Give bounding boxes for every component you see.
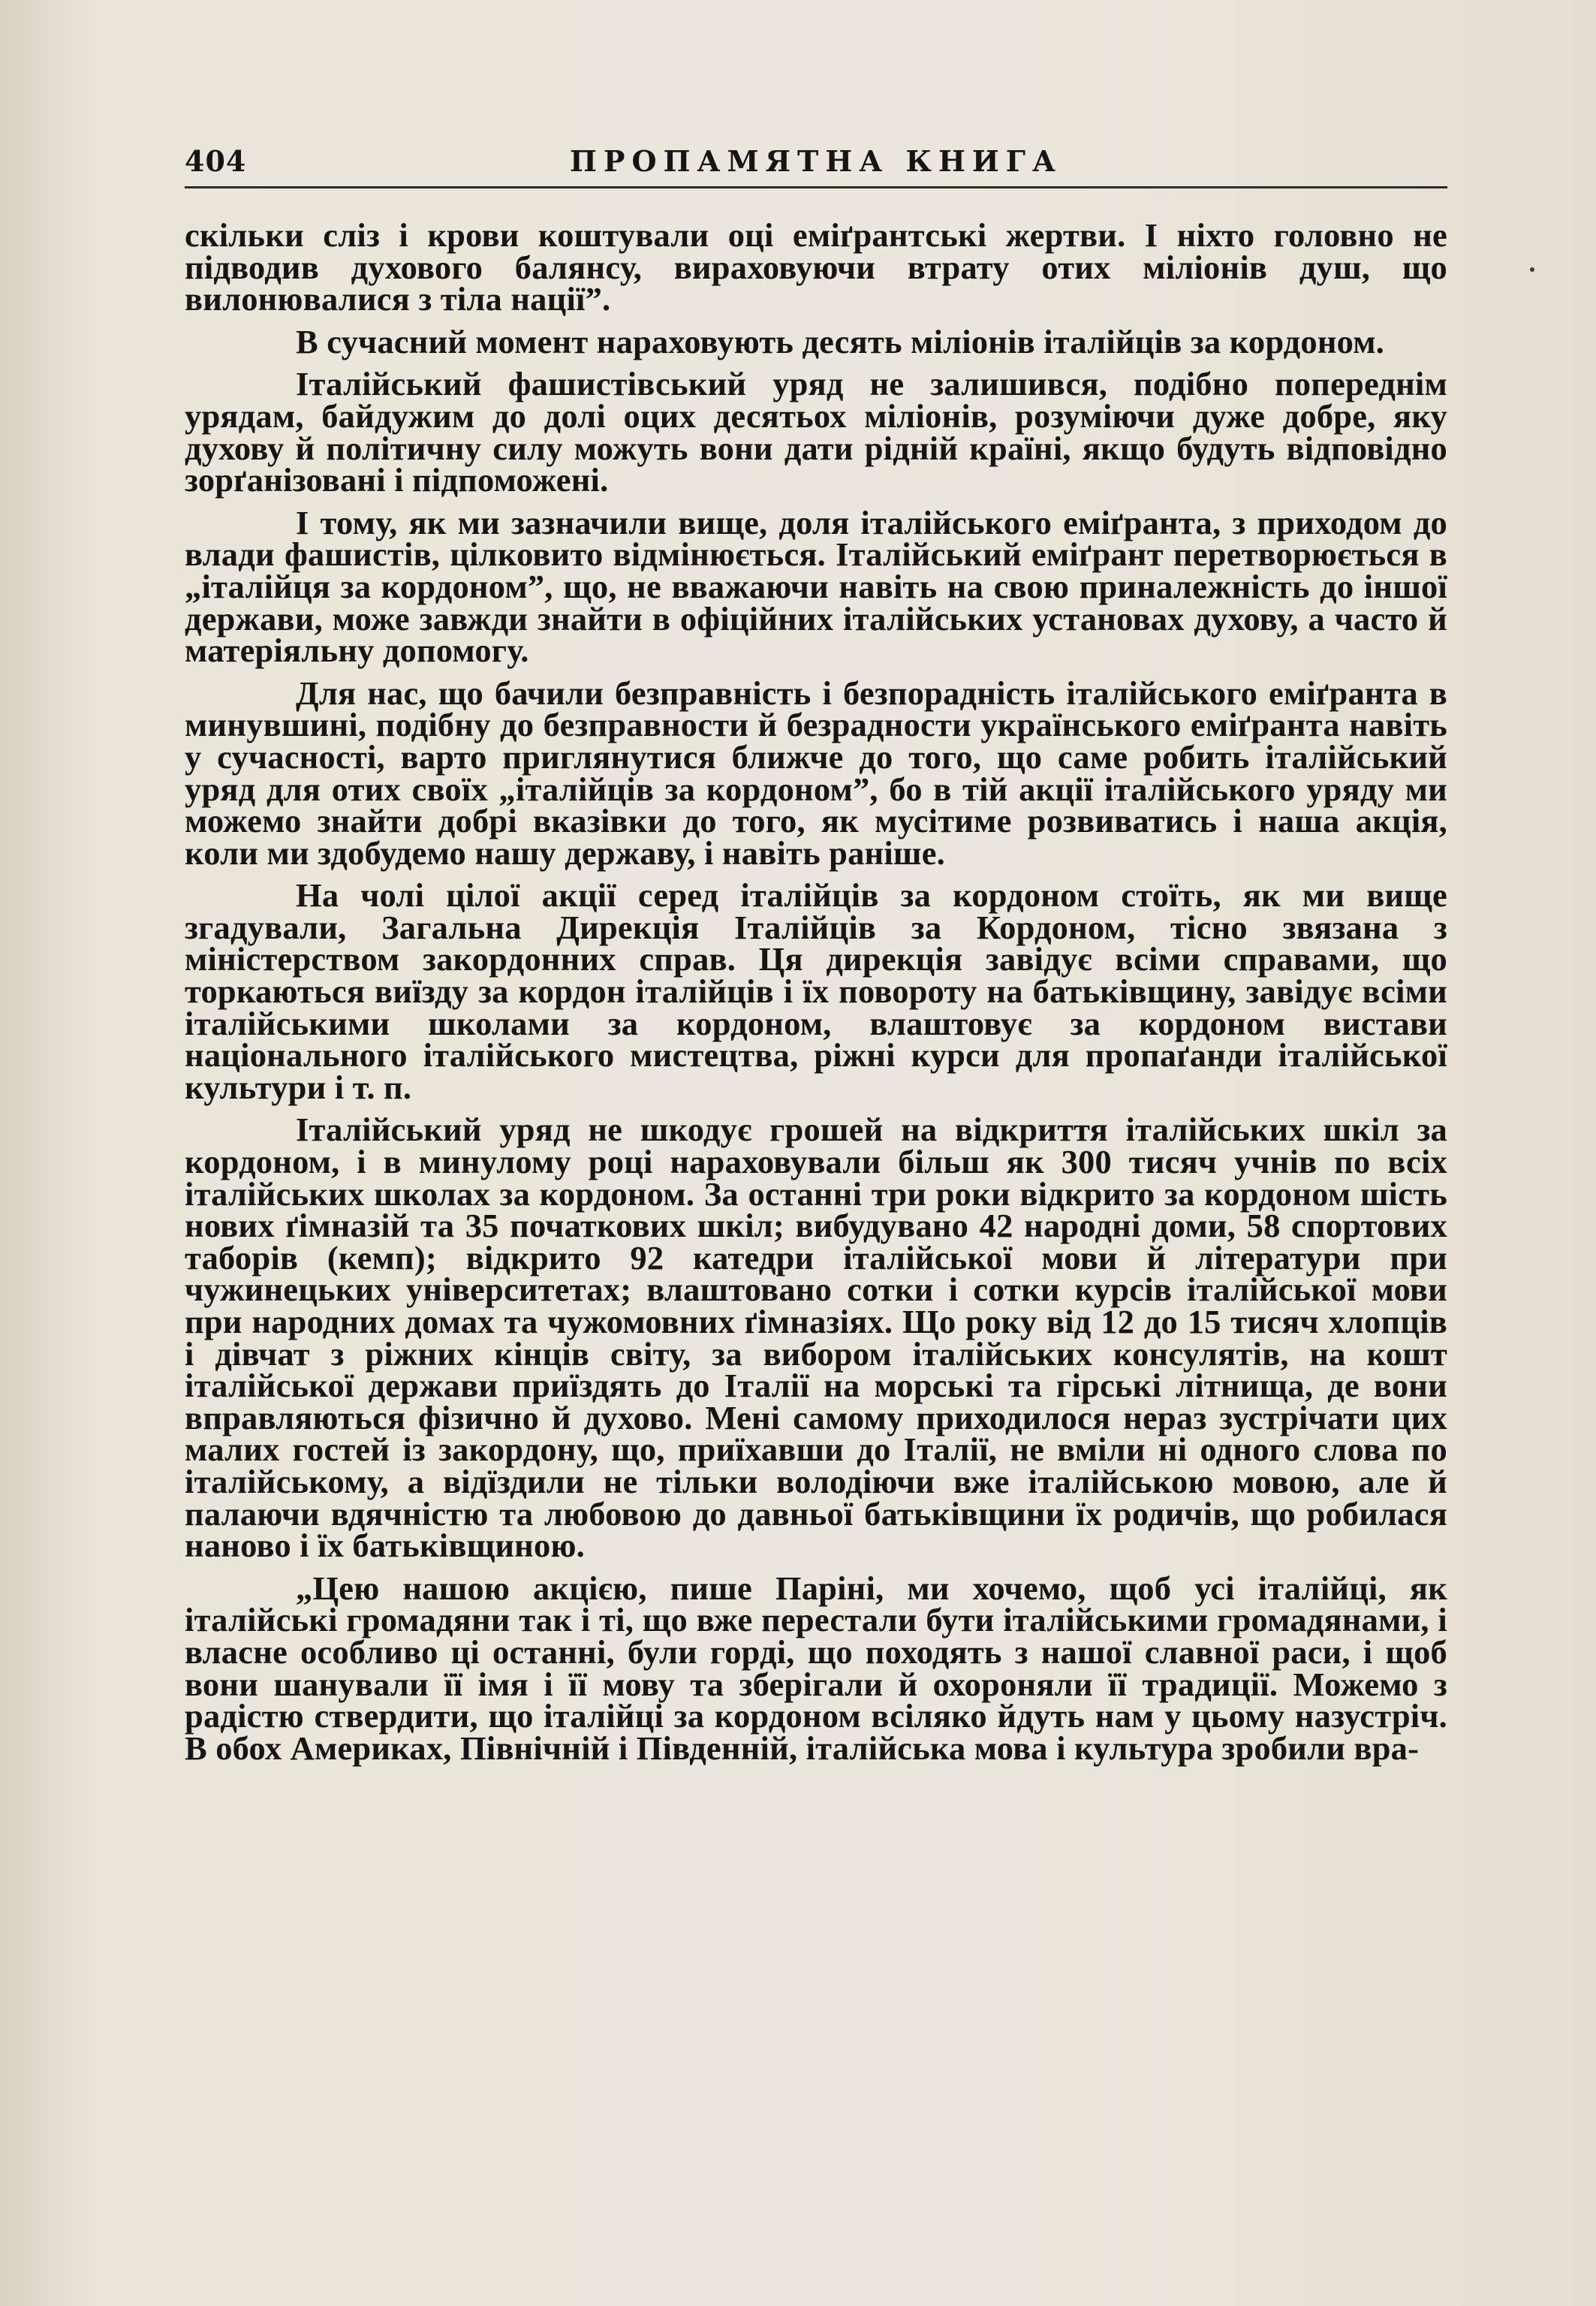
paragraph-7: Італійський уряд не шкодує грошей на відкриття італійських шкіл за кордоном, і в минулому році нараховували більш як 300 тисяч учнів по всіх італійських школах за кордоном. За останні три роки відкрито за кордоном шість нових ґімназій та 35 початкових шкіл; вибудувано 42 народні доми, 58 спортових таборів (кемп); відкрито 92 катедри італійської мови й літератури при чужинецьких університетах; влаштовано сотки і сотки курсів італійської мови при народних домах та чужомовних ґімназіях. Що року від 12 до 15 тисяч хлопців і дівчат з ріжних кінців світу, за вибором італійських консулятів, на кошт італійської держави приїздять до Італії на морські та гірські літнища, де вони вправляються фізично й духово. Мені самому приходилося нераз зустрічати цих малих гостей із закордону, що, приїхавши до Італії, не вміли ні одного слова по італійському, а відїздили не тільки володіючи вже італійською мовою, але й палаючи вдячністю та любовою до давньої батьківщини їх родичів, що робилася наново і їх батьківщиною. bbox=[185, 1111, 1447, 1565]
paragraph-2: В сучасний момент нараховують десять міліонів італійців за кордоном. bbox=[296, 322, 1385, 360]
paragraph-6: На чолі цілої акції серед італійців за кордоном стоїть, як ми вище згадували, Загальна Дирекція Італійців за Кордоном, тісно звязана з міністерством закордонних справ. Ця дирекція завідує всіми справами, що торкаються виїзду за кордон італійців і їх повороту на батьківщину, завідує всіми італійськими школами за кордоном, влаштовує за кордоном вистави національного італійського мистецтва, ріжні курси для пропаґанди італійської культури і т. п. bbox=[185, 876, 1447, 1106]
page-number: 404 bbox=[185, 144, 247, 178]
page-header bbox=[185, 140, 1447, 188]
paragraph-4: І тому, як ми зазначили вище, доля італійського еміґранта, з приходом до влади фашистів, цілковито відмінюється. Італійський еміґрант перетворюється в „італійця за кордоном”, що, не вважаючи навіть на свою приналежність до іншої держави, може завжди знайти в офіційних італійських установах духову, а часто й матеріяльну допомогу. bbox=[185, 503, 1447, 670]
paragraph-3: Італійський фашистівський уряд не залишився, подібно попереднім урядам, байдужим до долі оцих десятьох міліонів, розуміючи дуже добре, яку духову й політичну силу можуть вони дати рідній країні, якщо будуть відповідно зорґанізовані і підпоможені. bbox=[185, 365, 1447, 499]
margin-speck bbox=[1530, 267, 1534, 272]
body-text bbox=[185, 216, 1447, 1774]
paragraph-1: скільки сліз і крови коштували оці еміґрантські жертви. І ніхто головно не підводив духового балянсу, вираховуючи втрату отих міліонів душ, що вилонювалися з тіла нації”. bbox=[185, 216, 1447, 318]
paragraph-5: Для нас, що бачили безправність і безпорадність італійського еміґранта в минувшині, подібну до безправности й безрадности українського еміґранта навіть у сучасності, варто приглянутися ближче до того, що саме робить італійський уряд для отих своїх „італійців за кордоном”, бо в тій акції італійського уряду ми можемо знайти добрі вказівки до того, як мусітиме розвиватись і наша акція, коли ми здобудемо нашу державу, і навіть раніше. bbox=[185, 674, 1447, 872]
running-title: ПРОПАМЯТНА КНИГА bbox=[570, 144, 1062, 178]
paragraph-8: „Цею нашою акцією, пише Паріні, ми хочемо, щоб усі італійці, як італійські громадяни так і ті, що вже перестали бути італійськими громадянами, і власне особливо ці останні, були горді, що походять з нашої славної раси, і щоб вони шанували її імя і її мову та зберігали й охороняли її традиції. Можемо з радістю ствердити, що італійці за кордоном всіляко йдуть нам у цьому назустріч. В обох Америках, Північній і Південній, італійська мова і культура зробили вра- bbox=[185, 1569, 1447, 1767]
